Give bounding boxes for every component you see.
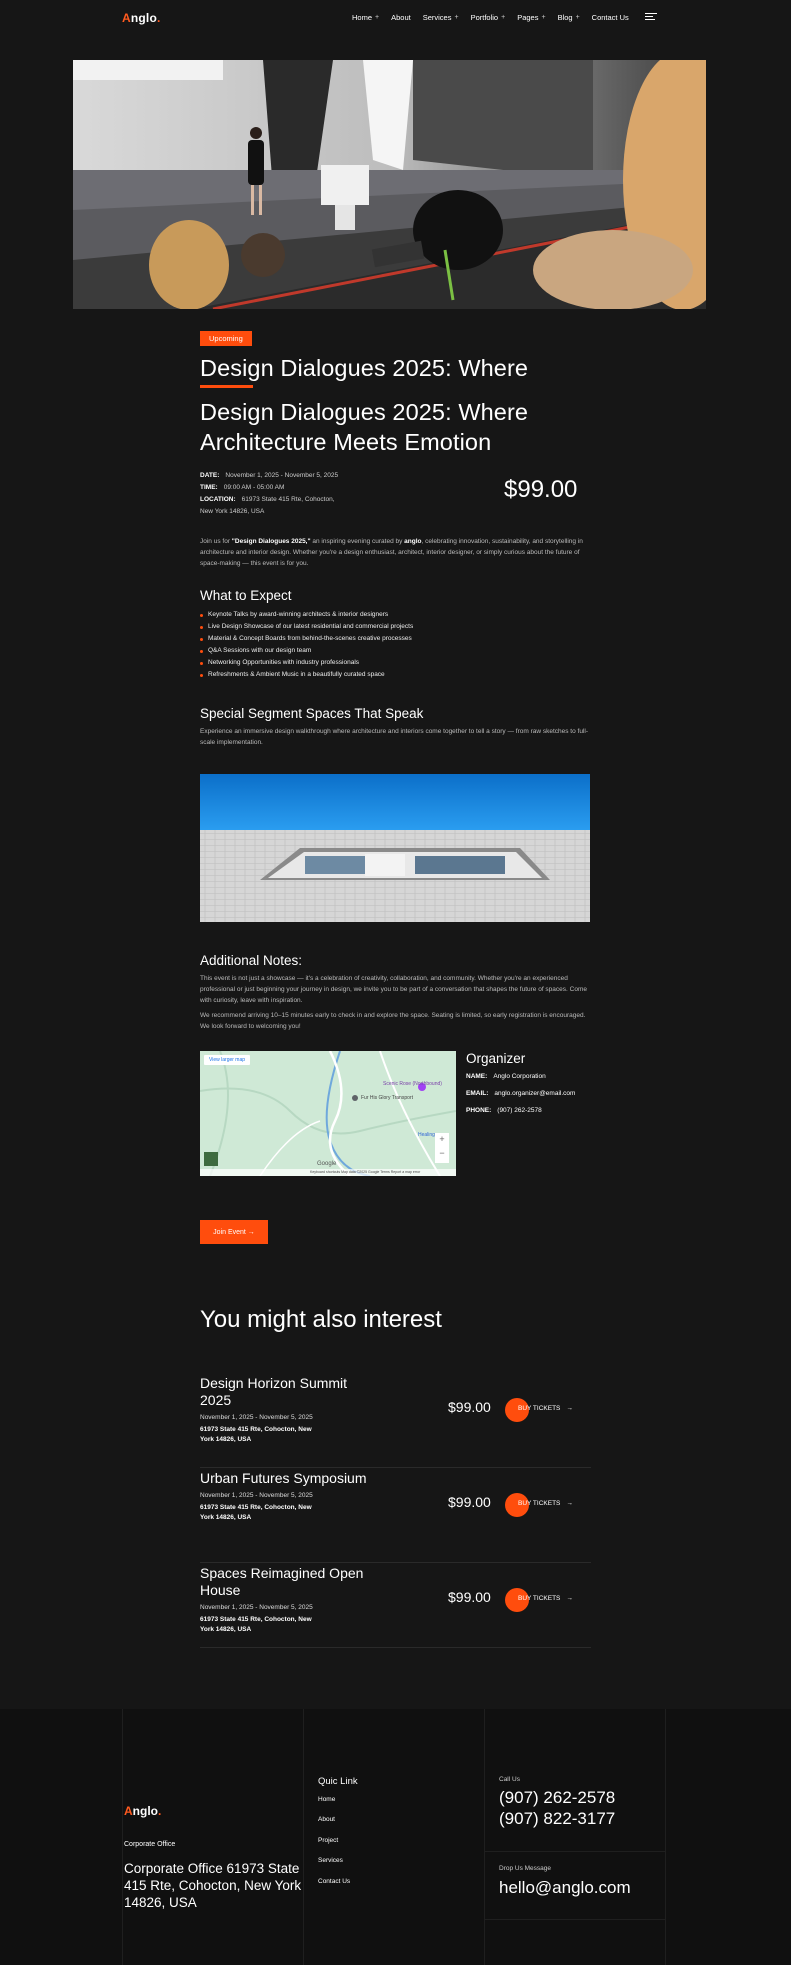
organizer-phone xyxy=(466,1107,542,1114)
related-event-title[interactable]: Spaces Reimagined Open House xyxy=(200,1565,364,1598)
event-map[interactable] xyxy=(200,1051,456,1176)
zoom-in-button[interactable]: + xyxy=(439,1134,445,1144)
related-event-date: November 1, 2025 - November 5, 2025 xyxy=(200,1492,313,1499)
map-place-label: Fur His Glory Transport xyxy=(361,1095,413,1101)
plus-icon: + xyxy=(501,14,506,21)
logo-text: nglo xyxy=(132,1804,158,1818)
event-title-line-2: Architecture Meets Emotion xyxy=(200,429,492,455)
lecture-hall-photo xyxy=(73,60,706,309)
nav-item-pages[interactable] xyxy=(517,13,545,22)
corporate-address: Corporate Office 61973 State 415 Rte, Cohocton, New York 14826, USA xyxy=(124,1861,302,1910)
buy-tickets-button[interactable] xyxy=(506,1500,573,1507)
related-event-price: $99.00 xyxy=(448,1399,491,1415)
nav-label: Services xyxy=(422,13,452,22)
time-value: 09:00 AM - 05:00 AM xyxy=(223,484,285,491)
organizer-email xyxy=(466,1090,575,1097)
divider xyxy=(200,1562,591,1563)
buy-tickets-button[interactable] xyxy=(506,1595,573,1602)
expect-list xyxy=(200,609,590,681)
related-event-location: 61973 State 415 Rte, Cohocton, New York 14826, USA xyxy=(200,1426,312,1443)
building-photo xyxy=(200,774,590,922)
related-event xyxy=(200,1375,591,1470)
main-nav xyxy=(352,13,641,22)
list-item: Keynote Talks by award-winning architects & interior designers xyxy=(200,609,590,621)
phone-value: (907) 262-2578 xyxy=(497,1107,542,1114)
location-label: LOCATION: xyxy=(200,496,236,503)
related-event-location: 61973 State 415 Rte, Cohocton, New York 14826, USA xyxy=(200,1504,312,1521)
arrow-right-icon: → xyxy=(566,1405,573,1412)
time-label: TIME: xyxy=(200,484,218,491)
notes-paragraph-1: This event is not just a showcase — it's a celebration of creativity, collaboration, and community. Whether you're an experienced professional or just beginning your journey in design, we invite you to be part of a conversation that shapes the future of spaces. Come with curiosity, leave with inspiration. xyxy=(200,975,587,1004)
time-row xyxy=(200,482,338,494)
plus-icon: + xyxy=(454,14,459,21)
corporate-office-label: Corporate Office xyxy=(124,1841,176,1848)
name-label: NAME: xyxy=(466,1073,488,1080)
date-row xyxy=(200,470,338,482)
footer-divider xyxy=(484,1919,665,1920)
zoom-out-button[interactable]: − xyxy=(439,1148,445,1158)
divider xyxy=(200,1647,591,1648)
nav-label: Portfolio xyxy=(470,13,499,22)
footer-logo[interactable] xyxy=(124,1804,161,1818)
join-event-button[interactable]: Join Event → xyxy=(200,1220,268,1244)
notes-heading: Additional Notes: xyxy=(200,953,303,968)
date-label: DATE: xyxy=(200,472,220,479)
logo-initial: A xyxy=(122,11,131,25)
list-item: Material & Concept Boards from behind-the-scenes creative processes xyxy=(200,633,590,645)
footer xyxy=(0,1709,791,1965)
map-place-label: Scenic Rose (Northbound) xyxy=(383,1081,442,1087)
nav-label: Home xyxy=(352,13,373,22)
list-item: Q&A Sessions with our design team xyxy=(200,645,590,657)
list-item: Networking Opportunities with industry professionals xyxy=(200,657,590,669)
footer-link-services[interactable]: Services xyxy=(318,1857,343,1864)
map-canvas xyxy=(200,1051,456,1176)
arrow-right-icon: → xyxy=(566,1595,573,1602)
related-event-title[interactable]: Urban Futures Symposium xyxy=(200,1470,367,1486)
notes-paragraph-2: We recommend arriving 10–15 minutes early to check in and explore the space. Seating is limited, so early registration is encouraged. We look forward to welcoming you! xyxy=(200,1012,586,1030)
footer-link-project[interactable]: Project xyxy=(318,1837,339,1844)
footer-column-line xyxy=(484,1709,485,1965)
related-event-date: November 1, 2025 - November 5, 2025 xyxy=(200,1604,313,1611)
location-value-2: New York 14826, USA xyxy=(200,508,265,515)
organizer-heading: Organizer xyxy=(466,1051,526,1066)
intro-brand: anglo xyxy=(404,538,422,545)
hamburger-menu-icon[interactable] xyxy=(645,13,657,21)
title-underline xyxy=(200,385,253,388)
logo-text: nglo xyxy=(130,11,157,25)
nav-label: Blog xyxy=(557,13,573,22)
organizer-name xyxy=(466,1073,546,1080)
event-title-line-1: Design Dialogues 2025: Where xyxy=(200,399,529,425)
nav-item-portfolio[interactable] xyxy=(471,13,506,22)
footer-link-contact[interactable]: Contact Us xyxy=(318,1878,351,1885)
map-footer: Keyboard shortcuts Map data ©2025 Google Terms Report a map error xyxy=(310,1170,421,1174)
view-larger-map-link[interactable]: View larger map xyxy=(204,1055,250,1065)
arrow-right-icon: → xyxy=(566,1500,573,1507)
call-us-label: Call Us xyxy=(499,1776,520,1783)
nav-item-services[interactable] xyxy=(423,13,459,22)
footer-column-line xyxy=(665,1709,666,1965)
related-event-title[interactable]: Design Horizon Summit 2025 xyxy=(200,1375,348,1408)
plus-icon: + xyxy=(575,14,580,21)
footer-link-about[interactable]: About xyxy=(318,1816,335,1823)
plus-icon: + xyxy=(541,14,546,21)
expect-heading: What to Expect xyxy=(200,588,292,603)
name-value: Anglo Corporation xyxy=(493,1073,546,1080)
intro-event-name: "Design Dialogues 2025," xyxy=(231,538,311,545)
google-logo: Google xyxy=(317,1161,337,1167)
email-label: EMAIL: xyxy=(466,1090,489,1097)
footer-link-home[interactable]: Home xyxy=(318,1796,336,1803)
intro-text: Join us for xyxy=(200,538,232,545)
interest-heading: You might also interest xyxy=(200,1306,442,1333)
intro-text: , celebrating innovation, sustainability, and storytelling in architecture and interior design. Whether you're a design enthusiast, architect, interior designer, or simply curious about the future of space-making — this event is for you. xyxy=(200,538,583,567)
event-title xyxy=(200,397,600,457)
building-image xyxy=(200,774,590,922)
list-item: Refreshments & Ambient Music in a beautifully curated space xyxy=(200,669,590,681)
nav-item-home[interactable] xyxy=(352,13,379,22)
location-value: 61973 State 415 Rte, Cohocton, xyxy=(241,496,335,503)
status-badge: Upcoming xyxy=(200,331,252,346)
divider xyxy=(200,1467,591,1468)
logo-dot: . xyxy=(158,1804,162,1818)
footer-phone-2[interactable]: (907) 822-3177 xyxy=(499,1809,616,1828)
plus-icon: + xyxy=(375,14,380,21)
footer-column-line xyxy=(303,1709,304,1965)
special-text: Experience an immersive design walkthrough where architecture and interiors come together to tell a story — from raw sketches to full-scale implementation. xyxy=(200,728,589,746)
related-event-price: $99.00 xyxy=(448,1589,491,1605)
nav-item-about[interactable] xyxy=(391,13,411,22)
quick-link-heading: Quic Link xyxy=(318,1776,358,1787)
footer-divider xyxy=(484,1851,665,1852)
location-row xyxy=(200,494,338,506)
hero-image xyxy=(73,60,706,309)
related-event xyxy=(200,1565,591,1660)
related-event-location: 61973 State 415 Rte, Cohocton, New York 14826, USA xyxy=(200,1616,312,1633)
footer-column-line xyxy=(122,1709,123,1965)
drop-message-label: Drop Us Message xyxy=(499,1865,552,1872)
footer-email[interactable]: hello@anglo.com xyxy=(499,1878,631,1897)
logo[interactable] xyxy=(122,11,161,25)
logo-dot: . xyxy=(157,11,161,25)
buy-tickets-label: BUY TICKETS xyxy=(518,1500,561,1507)
buy-tickets-button[interactable] xyxy=(506,1405,573,1412)
nav-label: About xyxy=(391,13,411,22)
nav-item-contact[interactable] xyxy=(592,13,629,22)
email-value[interactable]: anglo.organizer@email.com xyxy=(494,1090,576,1097)
nav-item-blog[interactable] xyxy=(558,13,580,22)
nav-label: Pages xyxy=(517,13,539,22)
event-title-short: Design Dialogues 2025: Where xyxy=(200,355,529,381)
date-value: November 1, 2025 - November 5, 2025 xyxy=(225,472,339,479)
list-item: Live Design Showcase of our latest residential and commercial projects xyxy=(200,621,590,633)
logo-initial: A xyxy=(124,1804,133,1818)
footer-phone-1[interactable]: (907) 262-2578 xyxy=(499,1788,616,1807)
event-meta xyxy=(200,470,338,518)
buy-tickets-label: BUY TICKETS xyxy=(518,1405,561,1412)
phone-label: PHONE: xyxy=(466,1107,492,1114)
special-heading: Special Segment Spaces That Speak xyxy=(200,706,424,721)
event-price: $99.00 xyxy=(504,476,578,503)
nav-label: Contact Us xyxy=(591,13,629,22)
related-event xyxy=(200,1470,591,1565)
map-place-label: Healing xyxy=(418,1132,435,1138)
intro-text: an inspiring evening curated by xyxy=(310,538,405,545)
buy-tickets-label: BUY TICKETS xyxy=(518,1595,561,1602)
related-event-date: November 1, 2025 - November 5, 2025 xyxy=(200,1414,313,1421)
related-event-price: $99.00 xyxy=(448,1494,491,1510)
event-intro xyxy=(200,536,590,569)
